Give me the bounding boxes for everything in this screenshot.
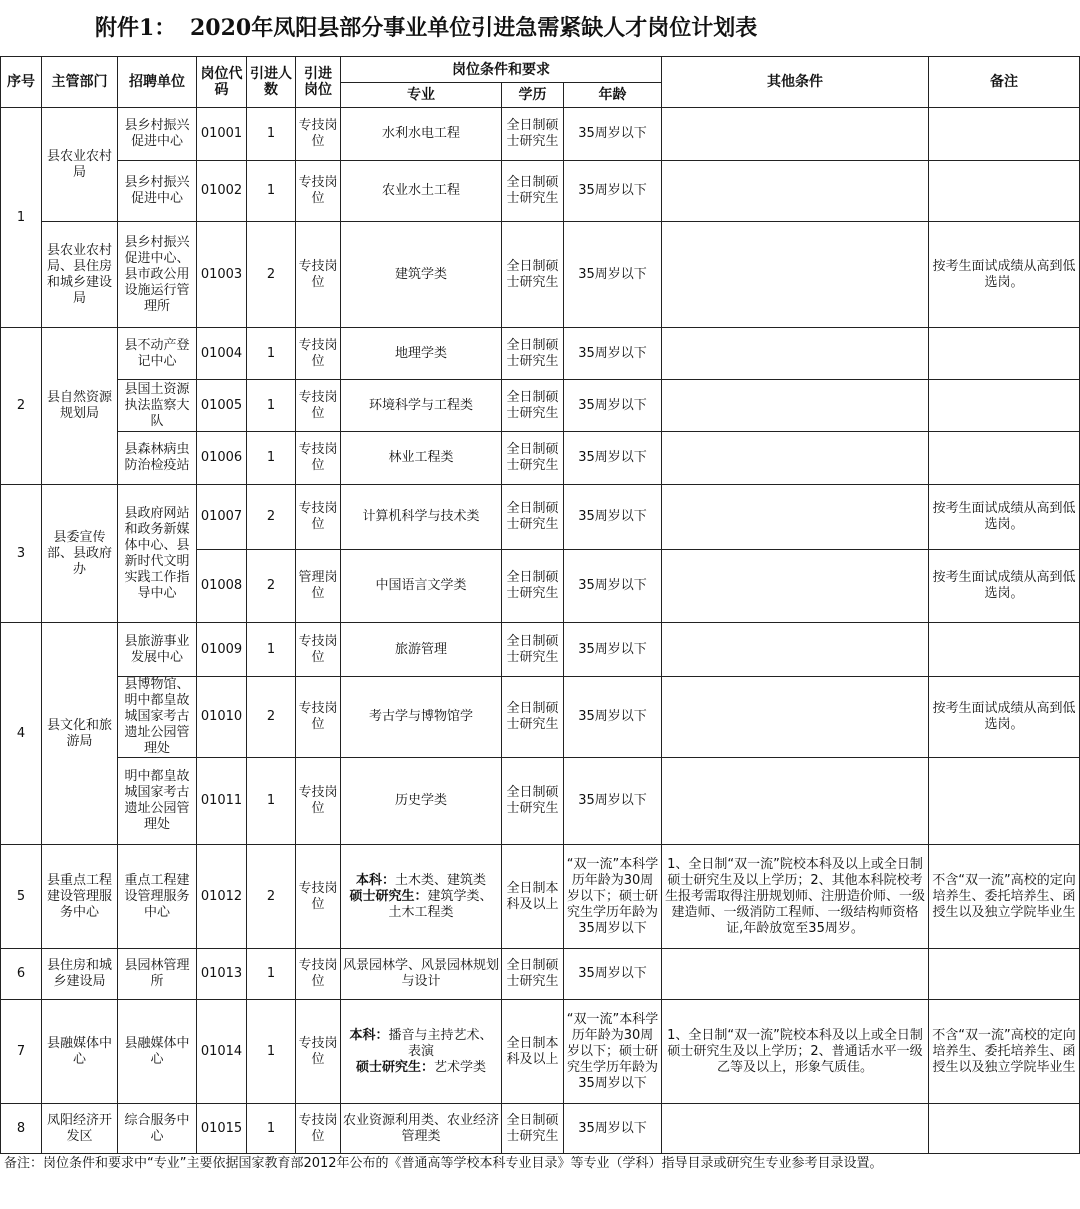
code-cell: 01015 bbox=[197, 1104, 247, 1154]
major-cell: 计算机科学与技术类 bbox=[341, 485, 502, 550]
count-cell: 1 bbox=[247, 432, 296, 485]
count-cell: 1 bbox=[247, 108, 296, 161]
count-cell: 1 bbox=[247, 949, 296, 1000]
header-edu: 学历 bbox=[502, 83, 564, 108]
edu-cell: 全日制硕士研究生 bbox=[502, 328, 564, 380]
major-key: 硕士研究生： bbox=[349, 888, 428, 904]
code-cell: 01014 bbox=[197, 1000, 247, 1104]
major-cell: 农业水土工程 bbox=[341, 161, 502, 222]
count-cell: 2 bbox=[247, 222, 296, 328]
post-cell: 专技岗位 bbox=[296, 485, 341, 550]
code-cell: 01012 bbox=[197, 845, 247, 949]
code-cell: 01009 bbox=[197, 623, 247, 677]
unit-cell: 县园林管理所 bbox=[118, 949, 197, 1000]
other-cell bbox=[662, 222, 929, 328]
edu-cell: 全日制硕士研究生 bbox=[502, 550, 564, 623]
note-cell bbox=[929, 328, 1080, 380]
edu-cell: 全日制硕士研究生 bbox=[502, 623, 564, 677]
table-row bbox=[1, 1000, 1080, 1104]
seq-cell: 5 bbox=[1, 845, 42, 949]
post-cell: 专技岗位 bbox=[296, 328, 341, 380]
table-row bbox=[1, 1104, 1080, 1154]
age-cell: 35周岁以下 bbox=[564, 623, 662, 677]
unit-cell: 县乡村振兴促进中心 bbox=[118, 108, 197, 161]
age-cell: 35周岁以下 bbox=[564, 161, 662, 222]
count-cell: 1 bbox=[247, 623, 296, 677]
other-cell bbox=[662, 485, 929, 550]
major-value: 艺术学类 bbox=[434, 1059, 487, 1075]
count-cell: 1 bbox=[247, 161, 296, 222]
dept-cell: 县文化和旅游局 bbox=[42, 623, 118, 845]
seq-cell: 1 bbox=[1, 108, 42, 328]
edu-cell: 全日制硕士研究生 bbox=[502, 949, 564, 1000]
title-prefix: 附件1： bbox=[95, 15, 177, 41]
age-cell: 35周岁以下 bbox=[564, 485, 662, 550]
major-key: 本科： bbox=[355, 872, 395, 888]
unit-cell: 县不动产登记中心 bbox=[118, 328, 197, 380]
age-cell: 35周岁以下 bbox=[564, 380, 662, 432]
major-cell: 旅游管理 bbox=[341, 623, 502, 677]
header-other: 其他条件 bbox=[662, 57, 929, 108]
edu-cell: 全日制硕士研究生 bbox=[502, 108, 564, 161]
seq-cell: 8 bbox=[1, 1104, 42, 1154]
table-row bbox=[1, 949, 1080, 1000]
post-cell: 专技岗位 bbox=[296, 108, 341, 161]
edu-cell: 全日制本科及以上 bbox=[502, 845, 564, 949]
note-cell: 按考生面试成绩从高到低选岗。 bbox=[929, 550, 1080, 623]
post-cell: 专技岗位 bbox=[296, 1000, 341, 1104]
post-cell: 管理岗位 bbox=[296, 550, 341, 623]
unit-cell: 县乡村振兴促进中心、县市政公用设施运行管理所 bbox=[118, 222, 197, 328]
code-cell: 01011 bbox=[197, 758, 247, 845]
header-requirements: 岗位条件和要求 bbox=[341, 57, 662, 83]
page-title bbox=[0, 0, 1080, 56]
major-cell: 中国语言文学类 bbox=[341, 550, 502, 623]
table-row bbox=[1, 623, 1080, 677]
age-cell: “双一流”本科学历年龄为30周岁以下；硕士研究生学历年龄为35周岁以下 bbox=[564, 1000, 662, 1104]
header-dept: 主管部门 bbox=[42, 57, 118, 108]
table-row bbox=[1, 108, 1080, 161]
count-cell: 1 bbox=[247, 1000, 296, 1104]
unit-cell: 明中都皇故城国家考古遗址公园管理处 bbox=[118, 758, 197, 845]
seq-cell: 7 bbox=[1, 1000, 42, 1104]
major-key: 硕士研究生： bbox=[355, 1059, 434, 1075]
header-major: 专业 bbox=[341, 83, 502, 108]
table-row bbox=[1, 222, 1080, 328]
major-cell: 历史学类 bbox=[341, 758, 502, 845]
seq-cell: 3 bbox=[1, 485, 42, 623]
dept-cell: 县自然资源规划局 bbox=[42, 328, 118, 485]
title-text: 2020年凤阳县部分事业单位引进急需紧缺人才岗位计划表 bbox=[190, 15, 758, 41]
age-cell: 35周岁以下 bbox=[564, 758, 662, 845]
header-post: 引进岗位 bbox=[296, 57, 341, 108]
header-count: 引进人数 bbox=[247, 57, 296, 108]
note-cell: 按考生面试成绩从高到低选岗。 bbox=[929, 677, 1080, 758]
edu-cell: 全日制硕士研究生 bbox=[502, 758, 564, 845]
note-cell: 按考生面试成绩从高到低选岗。 bbox=[929, 485, 1080, 550]
code-cell: 01007 bbox=[197, 485, 247, 550]
unit-cell: 县旅游事业发展中心 bbox=[118, 623, 197, 677]
unit-cell: 综合服务中心 bbox=[118, 1104, 197, 1154]
major-cell: 地理学类 bbox=[341, 328, 502, 380]
post-cell: 专技岗位 bbox=[296, 1104, 341, 1154]
other-cell bbox=[662, 949, 929, 1000]
count-cell: 2 bbox=[247, 485, 296, 550]
post-cell: 专技岗位 bbox=[296, 845, 341, 949]
major-cell: 考古学与博物馆学 bbox=[341, 677, 502, 758]
major-key: 本科： bbox=[349, 1027, 389, 1043]
age-cell: 35周岁以下 bbox=[564, 432, 662, 485]
other-cell: 1、全日制“双一流”院校本科及以上或全日制硕士研究生及以上学历；2、普通话水平一级乙等及以上，形象气质佳。 bbox=[662, 1000, 929, 1104]
unit-cell: 县博物馆、明中都皇故城国家考古遗址公园管理处 bbox=[118, 677, 197, 758]
count-cell: 1 bbox=[247, 328, 296, 380]
major-cell: 环境科学与工程类 bbox=[341, 380, 502, 432]
code-cell: 01010 bbox=[197, 677, 247, 758]
major-cell: 建筑学类 bbox=[341, 222, 502, 328]
note-cell: 按考生面试成绩从高到低选岗。 bbox=[929, 222, 1080, 328]
major-cell bbox=[341, 845, 502, 949]
edu-cell: 全日制硕士研究生 bbox=[502, 677, 564, 758]
note-cell bbox=[929, 949, 1080, 1000]
dept-cell: 县住房和城乡建设局 bbox=[42, 949, 118, 1000]
edu-cell: 全日制硕士研究生 bbox=[502, 485, 564, 550]
post-cell: 专技岗位 bbox=[296, 222, 341, 328]
count-cell: 2 bbox=[247, 550, 296, 623]
other-cell: 1、全日制“双一流”院校本科及以上或全日制硕士研究生及以上学历；2、其他本科院校考生报考需取得注册规划师、注册造价师、一级建造师、一级消防工程师、一级结构师资格证,年龄放宽至35周岁。 bbox=[662, 845, 929, 949]
post-cell: 专技岗位 bbox=[296, 623, 341, 677]
other-cell bbox=[662, 677, 929, 758]
seq-cell: 6 bbox=[1, 949, 42, 1000]
major-value: 土木类、建筑类 bbox=[395, 872, 487, 888]
dept-cell: 县委宣传部、县政府办 bbox=[42, 485, 118, 623]
code-cell: 01003 bbox=[197, 222, 247, 328]
other-cell bbox=[662, 328, 929, 380]
note-cell: 不含“双一流”高校的定向培养生、委托培养生、函授生以及独立学院毕业生 bbox=[929, 1000, 1080, 1104]
unit-cell: 县乡村振兴促进中心 bbox=[118, 161, 197, 222]
table-row bbox=[1, 758, 1080, 845]
post-cell: 专技岗位 bbox=[296, 677, 341, 758]
age-cell: 35周岁以下 bbox=[564, 677, 662, 758]
code-cell: 01013 bbox=[197, 949, 247, 1000]
header-unit: 招聘单位 bbox=[118, 57, 197, 108]
header-note: 备注 bbox=[929, 57, 1080, 108]
post-cell: 专技岗位 bbox=[296, 432, 341, 485]
header-seq: 序号 bbox=[1, 57, 42, 108]
edu-cell: 全日制本科及以上 bbox=[502, 1000, 564, 1104]
code-cell: 01004 bbox=[197, 328, 247, 380]
major-value: 建筑学类、土木工程类 bbox=[388, 888, 493, 920]
count-cell: 1 bbox=[247, 380, 296, 432]
count-cell: 2 bbox=[247, 845, 296, 949]
post-cell: 专技岗位 bbox=[296, 758, 341, 845]
unit-cell: 重点工程建设管理服务中心 bbox=[118, 845, 197, 949]
table-row bbox=[1, 432, 1080, 485]
edu-cell: 全日制硕士研究生 bbox=[502, 380, 564, 432]
note-cell bbox=[929, 108, 1080, 161]
other-cell bbox=[662, 380, 929, 432]
unit-cell: 县森林病虫防治检疫站 bbox=[118, 432, 197, 485]
footnote: 备注：岗位条件和要求中“专业”主要依据国家教育部2012年公布的《普通高等学校本科专业目录》等专业（学科）指导目录或研究生专业参考目录设置。 bbox=[4, 1156, 883, 1171]
edu-cell: 全日制硕士研究生 bbox=[502, 432, 564, 485]
header-code: 岗位代码 bbox=[197, 57, 247, 108]
edu-cell: 全日制硕士研究生 bbox=[502, 161, 564, 222]
header-row-1 bbox=[1, 57, 1080, 83]
header-age: 年龄 bbox=[564, 83, 662, 108]
age-cell: 35周岁以下 bbox=[564, 550, 662, 623]
count-cell: 1 bbox=[247, 758, 296, 845]
age-cell: 35周岁以下 bbox=[564, 1104, 662, 1154]
major-value: 播音与主持艺术、表演 bbox=[388, 1027, 493, 1059]
code-cell: 01008 bbox=[197, 550, 247, 623]
note-cell: 不含“双一流”高校的定向培养生、委托培养生、函授生以及独立学院毕业生 bbox=[929, 845, 1080, 949]
code-cell: 01002 bbox=[197, 161, 247, 222]
other-cell bbox=[662, 432, 929, 485]
unit-cell: 县融媒体中心 bbox=[118, 1000, 197, 1104]
unit-cell: 县政府网站和政务新媒体中心、县新时代文明实践工作指导中心 bbox=[118, 485, 197, 623]
post-cell: 专技岗位 bbox=[296, 949, 341, 1000]
unit-cell: 县国土资源执法监察大队 bbox=[118, 380, 197, 432]
code-cell: 01006 bbox=[197, 432, 247, 485]
major-cell bbox=[341, 1000, 502, 1104]
note-cell bbox=[929, 380, 1080, 432]
other-cell bbox=[662, 758, 929, 845]
dept-cell: 凤阳经济开发区 bbox=[42, 1104, 118, 1154]
age-cell: 35周岁以下 bbox=[564, 949, 662, 1000]
other-cell bbox=[662, 161, 929, 222]
note-cell bbox=[929, 161, 1080, 222]
table-row bbox=[1, 161, 1080, 222]
edu-cell: 全日制硕士研究生 bbox=[502, 1104, 564, 1154]
table-row bbox=[1, 677, 1080, 758]
age-cell: 35周岁以下 bbox=[564, 328, 662, 380]
age-cell: 35周岁以下 bbox=[564, 108, 662, 161]
note-cell bbox=[929, 432, 1080, 485]
table-row bbox=[1, 380, 1080, 432]
major-cell: 水利水电工程 bbox=[341, 108, 502, 161]
table-row bbox=[1, 845, 1080, 949]
code-cell: 01001 bbox=[197, 108, 247, 161]
table-row bbox=[1, 485, 1080, 550]
dept-cell: 县农业农村局 bbox=[42, 108, 118, 222]
post-cell: 专技岗位 bbox=[296, 161, 341, 222]
major-cell: 农业资源利用类、农业经济管理类 bbox=[341, 1104, 502, 1154]
note-cell bbox=[929, 623, 1080, 677]
major-cell: 林业工程类 bbox=[341, 432, 502, 485]
other-cell bbox=[662, 108, 929, 161]
dept-cell: 县融媒体中心 bbox=[42, 1000, 118, 1104]
major-cell: 风景园林学、风景园林规划与设计 bbox=[341, 949, 502, 1000]
dept-cell: 县农业农村局、县住房和城乡建设局 bbox=[42, 222, 118, 328]
position-plan-table bbox=[0, 56, 1080, 1154]
other-cell bbox=[662, 623, 929, 677]
other-cell bbox=[662, 1104, 929, 1154]
note-cell bbox=[929, 1104, 1080, 1154]
count-cell: 1 bbox=[247, 1104, 296, 1154]
age-cell: “双一流”本科学历年龄为30周岁以下；硕士研究生学历年龄为35周岁以下 bbox=[564, 845, 662, 949]
seq-cell: 4 bbox=[1, 623, 42, 845]
dept-cell: 县重点工程建设管理服务中心 bbox=[42, 845, 118, 949]
edu-cell: 全日制硕士研究生 bbox=[502, 222, 564, 328]
code-cell: 01005 bbox=[197, 380, 247, 432]
other-cell bbox=[662, 550, 929, 623]
post-cell: 专技岗位 bbox=[296, 380, 341, 432]
count-cell: 2 bbox=[247, 677, 296, 758]
seq-cell: 2 bbox=[1, 328, 42, 485]
age-cell: 35周岁以下 bbox=[564, 222, 662, 328]
table-row bbox=[1, 328, 1080, 380]
note-cell bbox=[929, 758, 1080, 845]
